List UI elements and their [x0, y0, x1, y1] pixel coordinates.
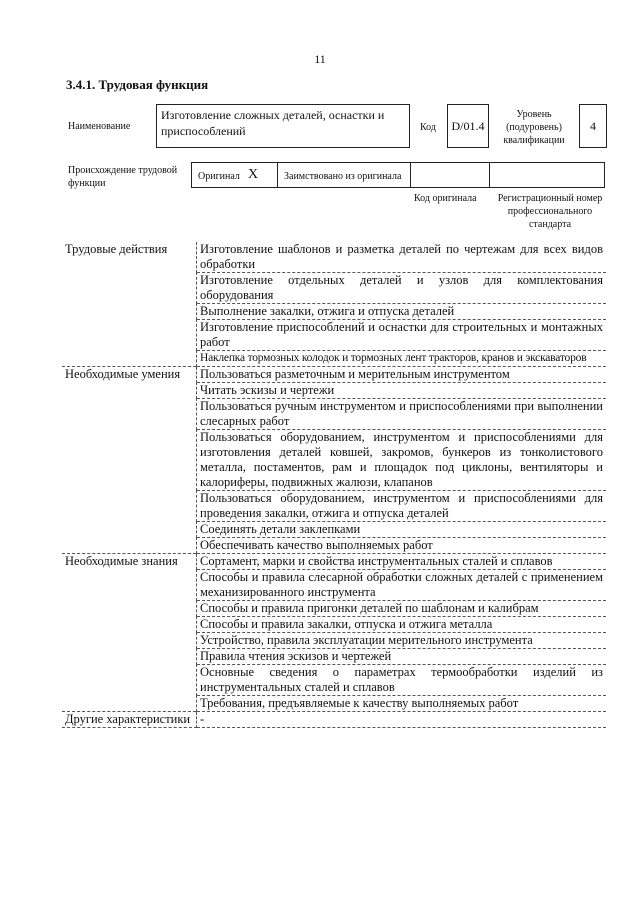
list-item: Устройство, правила эксплуатации мерительного инструмента	[197, 633, 607, 649]
list-item: Изготовление шаблонов и разметка деталей по чертежам для всех видов обработки	[197, 242, 607, 273]
list-item: Пользоваться разметочным и мерительным инструментом	[197, 367, 607, 383]
list-item: Пользоваться ручным инструментом и приспособлениями при выполнении слесарных работ	[197, 399, 607, 430]
group-title: Трудовые действия	[62, 242, 197, 367]
table-row	[62, 712, 606, 728]
level-value: 4	[590, 119, 596, 133]
list-item: Изготовление приспособлений и оснастки для строительных и монтажных работ	[197, 320, 607, 351]
origin-divider	[489, 162, 490, 188]
page-number: 11	[314, 52, 326, 66]
list-item: Пользоваться оборудованием, инструментом и приспособлениями для проведения закалки, отжига и отпуска деталей	[197, 491, 607, 522]
list-item: Сортамент, марки и свойства инструментальных сталей и сплавов	[197, 554, 607, 570]
list-item: Выполнение закалки, отжига и отпуска деталей	[197, 304, 607, 320]
list-item: Способы и правила слесарной обработки сложных деталей с применением механизированного инструмента	[197, 570, 607, 601]
list-item: Изготовление отдельных деталей и узлов для комплектования оборудования	[197, 273, 607, 304]
function-details-table	[62, 242, 606, 728]
name-label: Наименование	[68, 121, 131, 132]
original-label: Оригинал	[198, 171, 240, 182]
origin-divider	[410, 162, 411, 188]
group-title: Другие характеристики	[62, 712, 197, 728]
list-item: Пользоваться оборудованием, инструментом и приспособлениями для изготовления деталей ковшей, закромов, бункеров из тонколистового металла, постаментов, рам и площадок под циклоны, вентиляторы и калориферы, подвижных жалюзи, клапанов	[197, 430, 607, 491]
list-item: Основные сведения о параметрах термообработки изделий из инструментальных сталей и сплавов	[197, 665, 607, 696]
function-name: Изготовление сложных деталей, оснастки и приспособлений	[161, 108, 385, 138]
list-item: Способы и правила закалки, отпуска и отжига металла	[197, 617, 607, 633]
table-row	[62, 367, 606, 383]
list-item: -	[197, 712, 607, 728]
table-row	[62, 554, 606, 570]
list-item: Обеспечивать качество выполняемых работ	[197, 538, 607, 554]
code-value: D/01.4	[451, 119, 485, 133]
origin-divider	[277, 162, 278, 188]
list-item: Соединять детали заклепками	[197, 522, 607, 538]
function-name-box	[156, 104, 410, 148]
code-box	[447, 104, 489, 148]
section-title: 3.4.1. Трудовая функция	[66, 77, 209, 92]
table-row	[62, 242, 606, 273]
level-box	[579, 104, 607, 148]
group-title: Необходимые умения	[62, 367, 197, 554]
reg-number-label: Регистрационный номер профессионального стандарта	[497, 193, 603, 230]
list-item: Читать эскизы и чертежи	[197, 383, 607, 399]
code-original-label: Код оригинала	[414, 193, 477, 204]
level-label: Уровень (подуровень) квалификации	[503, 109, 565, 146]
borrowed-label: Заимствовано из оригинала	[284, 171, 402, 182]
list-item: Требования, предъявляемые к качеству выполняемых работ	[197, 696, 607, 712]
list-item: Правила чтения эскизов и чертежей	[197, 649, 607, 665]
list-item: Наклепка тормозных колодок и тормозных лент тракторов, кранов и экскаваторов	[197, 351, 607, 367]
original-mark: X	[248, 167, 259, 182]
code-label: Код	[420, 122, 436, 133]
group-title: Необходимые знания	[62, 554, 197, 712]
origin-label: Происхождение трудовой функции	[68, 165, 178, 189]
list-item: Способы и правила пригонки деталей по шаблонам и калибрам	[197, 601, 607, 617]
